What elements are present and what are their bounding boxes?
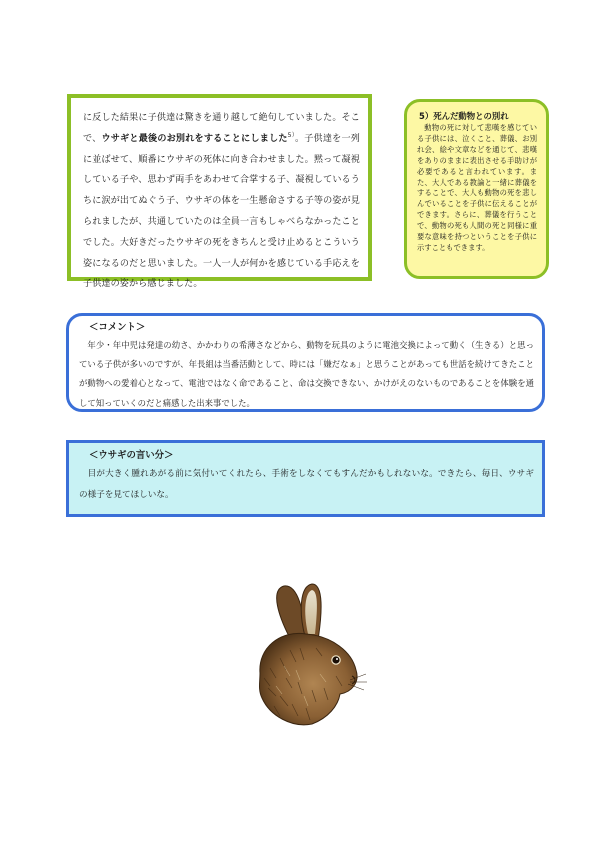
rabbit-drawing [240, 578, 370, 728]
voice-title: ＜ウサギの言い分＞ [89, 450, 174, 461]
story-text-bold: ウサギと最後のお別れをすることにしました [101, 133, 288, 144]
comment-box [66, 313, 545, 412]
story-text-after: 。子供達を一列に並ばせて、順番にウサギの死体に向き合わせました。黙って凝視している子や、思わず両手をあわせて合掌する子、凝視しているうちに涙が出てぬぐう子、ウサギの体を一生懸命さする子等の姿が見られましたが、共通していたのは全員一言もしゃべらなかったことでした。大好きだったウサギの死をきちんと受け止めるとこういう姿になるのだと思いました。一人一人が何かを感じている手応えを子供達の姿から感じました。 [83, 133, 360, 290]
rabbit-eye [332, 656, 340, 664]
note-title: 5）死んだ動物との別れ [419, 111, 509, 121]
footnote-note-box [404, 99, 549, 279]
rabbit-head [260, 633, 358, 724]
story-text-before: に反した結果に子供達は驚きを通り越して絶句していました。そこで、 [83, 113, 360, 144]
rabbit-illustration [240, 578, 370, 728]
comment-title: ＜コメント＞ [89, 322, 146, 333]
voice-body: 目が大きく腫れあがる前に気付いてくれたら、手術をしなくてもすんだかもしれないな。できたら、毎日、ウサギの様子を見てほしいな。 [79, 469, 534, 500]
note-body: 動物の死に対して悲嘆を感じている子供には、泣くこと、葬儀、お別れ会、絵や文章などを通じて、悲嘆をありのままに表出させる手助けが必要であると言われています。また、大人である教論と一緒に葬儀をすることで、大人も動物の死を悲しんでいることを子供に伝えることができます。さらに、葬儀を行うことで、動物の死も人間の死と同様に重要な意味を持つということを子供に示すこともできます。 [417, 123, 537, 252]
rabbit-voice-box [66, 440, 545, 517]
comment-body: 年少・年中児は発達の幼さ、かかわりの希薄さなどから、動物を玩具のように電池交換によって動く（生きる）と思っている子供が多いのですが、年長組は当番活動として、時には「嫌だなぁ」と思うことがあっても世話を続けてきたことが動物への愛着心となって、電池ではなく命であること、命は交換できない、かけがえのないものであることを体験を通して知っていくのだと痛感した出来事でした。 [79, 340, 534, 408]
story-text-box [67, 94, 372, 290]
story-paragraph [83, 108, 360, 295]
footnote-mark: 5） [287, 131, 295, 139]
